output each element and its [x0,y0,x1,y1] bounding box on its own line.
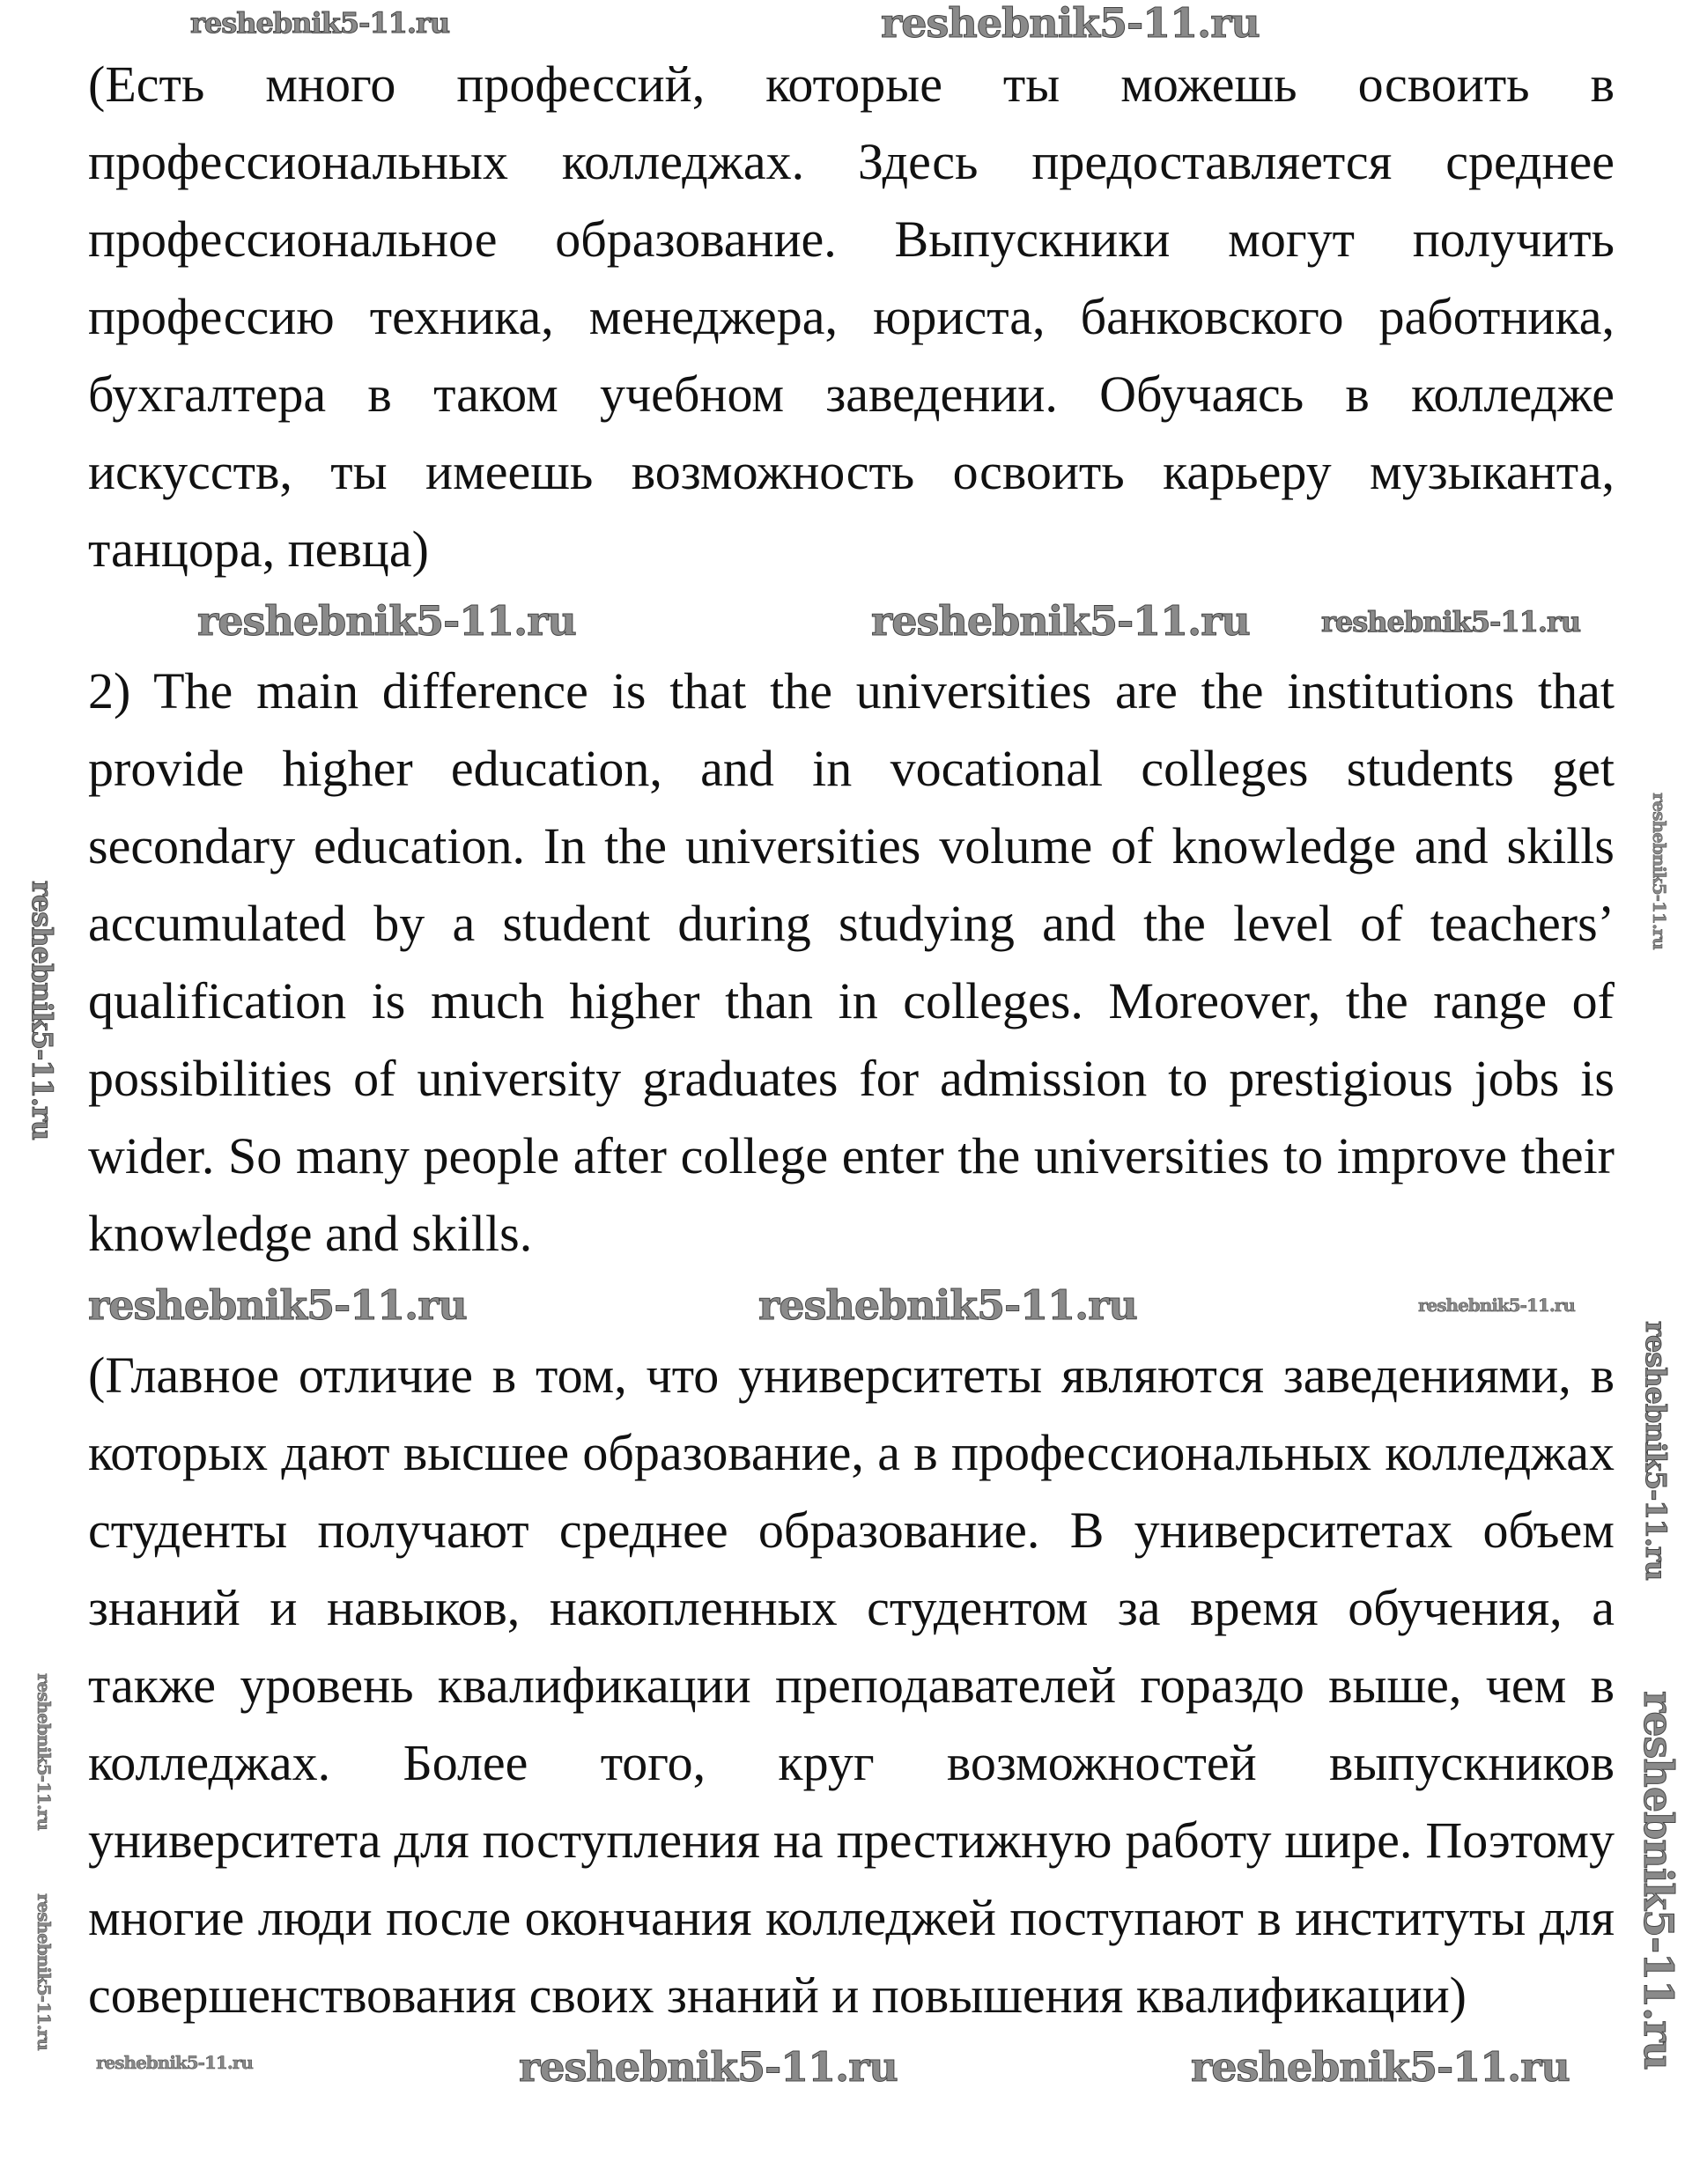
watermark: reshebnik5-11.ru [33,1673,55,1830]
watermark: reshebnik5-11.ru [1639,1321,1673,1581]
watermark: reshebnik5-11.ru [1418,1295,1575,1316]
watermark: reshebnik5-11.ru [1191,2043,1570,2091]
watermark: reshebnik5-11.ru [1635,1691,1682,2070]
paragraph-gap [88,1273,1615,1337]
watermark: reshebnik5-11.ru [1649,793,1670,949]
paragraph-gap [88,588,1615,653]
page-bottom [88,2034,1615,2105]
watermark: reshebnik5-11.ru [26,881,59,1140]
document-body [88,46,1615,2105]
watermark: reshebnik5-11.ru [33,1893,55,2050]
watermark: reshebnik5-11.ru [871,597,1250,645]
watermark: reshebnik5-11.ru [197,597,576,645]
watermark: reshebnik5-11.ru [96,2052,253,2073]
watermark: reshebnik5-11.ru [190,6,450,40]
paragraph-russian-1: (Есть много профессий, которые ты можешь освоить в профессиональных колледжах. Здесь предоставляется среднее профессиональное образование. Выпускники могут получить профессию техника, менеджера, юриста, банковского работника, бухгалтера в таком учебном заведении. Обучаясь в колледже искусств, ты имеешь возможность освоить карьеру музыканта, танцора, певца) [88,55,1615,578]
watermark: reshebnik5-11.ru [1321,605,1581,638]
watermark: reshebnik5-11.ru [881,0,1260,47]
paragraph-russian-2: (Главное отличие в том, что университеты являются заведениями, в которых дают высшее образование, а в профессиональных колледжах студенты получают среднее образование. В университетах объем знаний и навыков, накопленных студентом за время обучения, а также уровень квалификации преподавателей гораздо выше, чем в колледжах. Более того, круг возможностей выпускников университета для поступления на престижную работу шире. Поэтому многие люди после окончания колледжей поступают в институты для совершенствования своих знаний и повышения квалификации) [88,1347,1615,2024]
watermark: reshebnik5-11.ru [88,1281,467,1329]
watermark: reshebnik5-11.ru [519,2043,898,2091]
paragraph-answer-2: 2) The main difference is that the universities are the institutions that provide higher education, and in vocational colleges students get secondary education. In the universities volume of knowledge and skills accumulated by a student during studying and the level of teachers’ qualification is much higher than in colleges. Moreover, the range of possibilities of university graduates for admission to prestigious jobs is wider. So many people after college enter the universities to improve their knowledge and skills. [88,662,1615,1262]
watermark: reshebnik5-11.ru [758,1281,1137,1329]
